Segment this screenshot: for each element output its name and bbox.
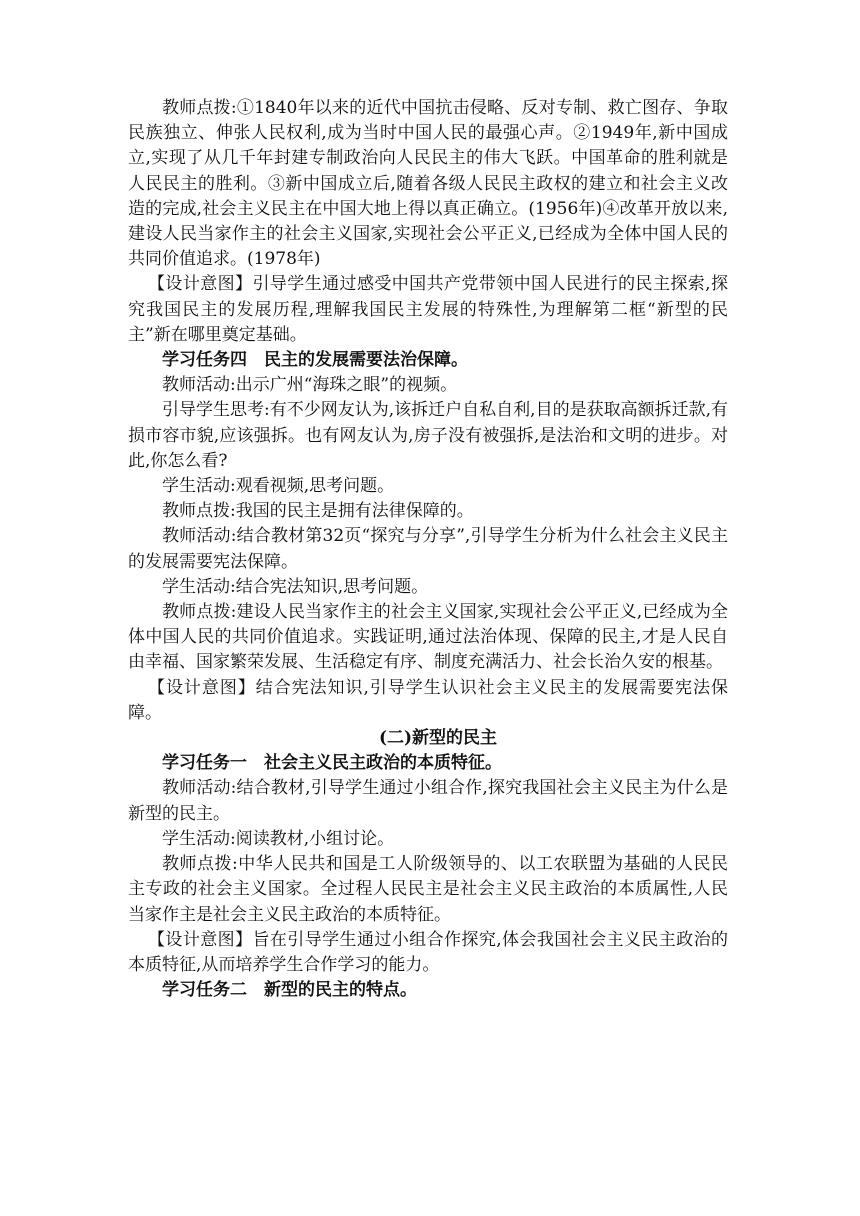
paragraph-design-intent-1: 【设计意图】引导学生通过感受中国共产党带领中国人民进行的民主探索,探究我国民主的发展历程,理解我国民主发展的特殊性,为理解第二框“新型的民主”新在哪里奠定基础。	[128, 274, 728, 345]
paragraph-teacher-activity-textbook: 教师活动:结合教材第32页“探究与分享”,引导学生分析为什么社会主义民主的发展需要宪法保障。	[128, 526, 728, 572]
paragraph-teacher-activity-video: 教师活动:出示广州“海珠之眼”的视频。	[162, 375, 458, 396]
heading-task-two: 学习任务二 新型的民主的特点。	[162, 980, 417, 1001]
paragraph-teacher-guidance-rule-of-law: 教师点拨:建设人民当家作主的社会主义国家,实现社会公平正义,已经成为全体中国人民的共同价值追求。实践证明,通过法治体现、保障的民主,才是人民自由幸福、国家繁荣发展、生活稳定有序、制度充满活力、社会长治久安的根基。	[128, 602, 728, 673]
paragraph-student-activity-3: 学生活动:阅读教材,小组讨论。	[162, 828, 395, 849]
paragraph-teacher-guidance-history: 教师点拨:①1840年以来的近代中国抗击侵略、反对专制、救亡图存、争取民族独立、伸张人民权利,成为当时中国人民的最强心声。②1949年,新中国成立,实现了从几千年封建专制政治向人民民主的伟大飞跃。中国革命的胜利就是人民民主的胜利。③新中国成立后,随着各级人民民主政权的建立和社会主义改造的完成,社会主义民主在中国大地上得以真正确立。(1956年)④改革开放以来,建设人民当家作主的社会主义国家,实现社会公平正义,已经成为全体中国人民的共同价值追求。(1978年)	[128, 98, 728, 270]
paragraph-design-intent-2: 【设计意图】结合宪法知识,引导学生认识社会主义民主的发展需要宪法保障。	[128, 677, 728, 723]
paragraph-teacher-guidance-law: 教师点拨:我国的民主是拥有法律保障的。	[162, 501, 474, 522]
section-heading-new-democracy: (二)新型的民主	[378, 728, 498, 749]
paragraph-teacher-guidance-essence: 教师点拨:中华人民共和国是工人阶级领导的、以工农联盟为基础的人民民主专政的社会主义国家。全过程人民民主是社会主义民主政治的本质属性,人民当家作主是社会主义民主政治的本质特征。	[128, 854, 728, 925]
paragraph-design-intent-3: 【设计意图】旨在引导学生通过小组合作探究,体会我国社会主义民主政治的本质特征,从而培养学生合作学习的能力。	[128, 929, 728, 975]
heading-task-one: 学习任务一 社会主义民主政治的本质特征。	[162, 753, 502, 774]
paragraph-guide-thinking: 引导学生思考:有不少网友认为,该拆迁户自私自利,目的是获取高额拆迁款,有损市容市貌,应该强拆。也有网友认为,房子没有被强拆,是法治和文明的进步。对此,你怎么看?	[128, 400, 728, 471]
heading-task-four: 学习任务四 民主的发展需要法治保障。	[162, 350, 468, 371]
paragraph-teacher-activity-group: 教师活动:结合教材,引导学生通过小组合作,探究我国社会主义民主为什么是新型的民主。	[128, 778, 728, 824]
document-page	[128, 96, 728, 1003]
paragraph-student-activity-2: 学生活动:结合宪法知识,思考问题。	[162, 576, 429, 597]
paragraph-student-activity-1: 学生活动:观看视频,思考问题。	[162, 476, 395, 497]
